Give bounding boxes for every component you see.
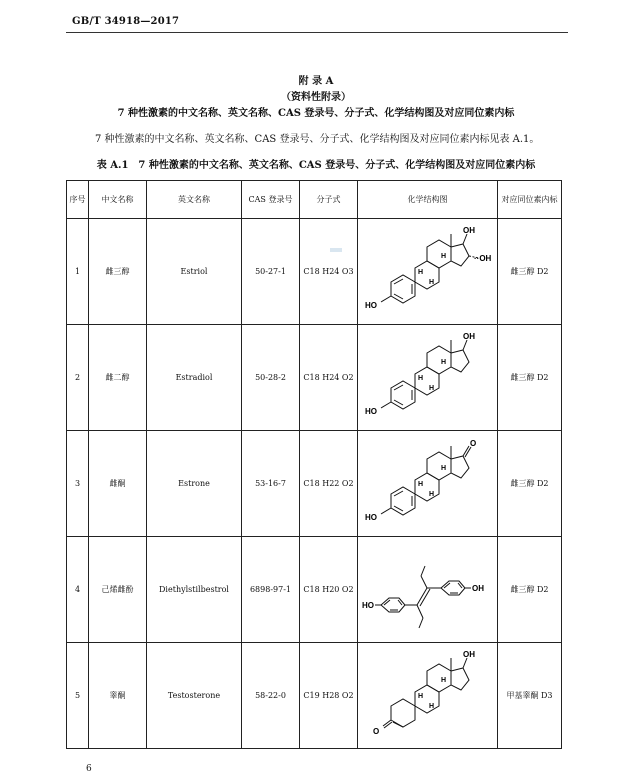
header-cn-name: 中文名称 [89,181,147,219]
h-label: H [417,268,423,276]
diethylstilbestrol-structure-diagram [361,542,495,638]
h-label: H [440,676,446,684]
page-number: 6 [86,764,92,774]
h-label: H [428,490,434,498]
table-row [67,219,562,325]
row-istd: 雌三醇 D2 [498,537,562,643]
row-structure [358,643,498,749]
ho-label: HO [361,600,374,610]
h-label: H [440,464,446,472]
table-caption: 表 A.1 7 种性激素的中文名称、英文名称、CAS 登录号、分子式、化学结构图及对应同位素内标 [96,160,536,171]
table-row [67,325,562,431]
hormone-table [66,180,562,749]
annex-subtitle: （资料性附录） [281,92,351,103]
row-cas: 53-16-7 [242,431,300,537]
standard-code: GB/T 34918—2017 [72,16,180,27]
row-cn-name: 雌三醇 [89,219,147,325]
header-rule [66,32,568,33]
intro-paragraph: 7 种性激素的中文名称、英文名称、CAS 登录号、分子式、化学结构图及对应同位素内标见表 A.1。 [95,134,540,145]
row-no: 3 [67,431,89,537]
row-no: 4 [67,537,89,643]
oh-label: OH [462,331,475,341]
row-no: 5 [67,643,89,749]
row-formula: C18 H20 O2 [300,537,358,643]
row-formula: C19 H28 O2 [300,643,358,749]
header-istd: 对应同位素内标 [498,181,562,219]
row-structure [358,325,498,431]
header-formula: 分子式 [300,181,358,219]
o-label: O [372,726,379,736]
estradiol-structure-diagram [361,330,495,426]
header-structure: 化学结构图 [358,181,498,219]
table-row [67,537,562,643]
row-formula: C18 H22 O2 [300,431,358,537]
testosterone-structure-diagram [361,648,495,744]
header-en-name: 英文名称 [147,181,242,219]
h-label: H [440,252,446,260]
h-label: H [417,692,423,700]
row-cn-name: 雌酮 [89,431,147,537]
row-cn-name: 睾酮 [89,643,147,749]
h-label: H [428,384,434,392]
h-label: H [428,702,434,710]
oh-label: OH [462,225,475,235]
row-cas: 50-28-2 [242,325,300,431]
oh-label: ··OH [473,253,491,263]
row-cn-name: 雌二醇 [89,325,147,431]
row-istd: 雌三醇 D2 [498,219,562,325]
ho-label: HO [364,300,377,310]
row-formula: C18 H24 O3 [300,219,358,325]
oh-label: OH [471,583,484,593]
h-label: H [428,278,434,286]
row-no: 2 [67,325,89,431]
row-en-name: Testosterone [147,643,242,749]
row-istd: 雌三醇 D2 [498,431,562,537]
h-label: H [417,480,423,488]
row-en-name: Estriol [147,219,242,325]
row-en-name: Estrone [147,431,242,537]
header-no: 序号 [67,181,89,219]
ho-label: HO [364,512,377,522]
row-cas: 58-22-0 [242,643,300,749]
row-structure [358,219,498,325]
row-structure [358,537,498,643]
table-row [67,431,562,537]
annex-title: 附 录 A [298,76,334,87]
o-label: O [469,438,476,448]
row-cas: 50-27-1 [242,219,300,325]
table-row [67,643,562,749]
row-cn-name: 己烯雌酚 [89,537,147,643]
row-cas: 6898-97-1 [242,537,300,643]
estriol-structure-diagram [361,224,495,320]
scan-artifact [330,248,342,252]
row-istd: 甲基睾酮 D3 [498,643,562,749]
row-en-name: Estradiol [147,325,242,431]
estrone-structure-diagram [361,436,495,532]
header-cas: CAS 登录号 [242,181,300,219]
row-no: 1 [67,219,89,325]
table-header-row [67,181,562,219]
row-istd: 雌三醇 D2 [498,325,562,431]
row-formula: C18 H24 O2 [300,325,358,431]
h-label: H [440,358,446,366]
ho-label: HO [364,406,377,416]
row-en-name: Diethylstilbestrol [147,537,242,643]
oh-label: OH [462,649,475,659]
section-title: 7 种性激素的中文名称、英文名称、CAS 登录号、分子式、化学结构图及对应同位素内标 [117,108,515,119]
row-structure [358,431,498,537]
h-label: H [417,374,423,382]
